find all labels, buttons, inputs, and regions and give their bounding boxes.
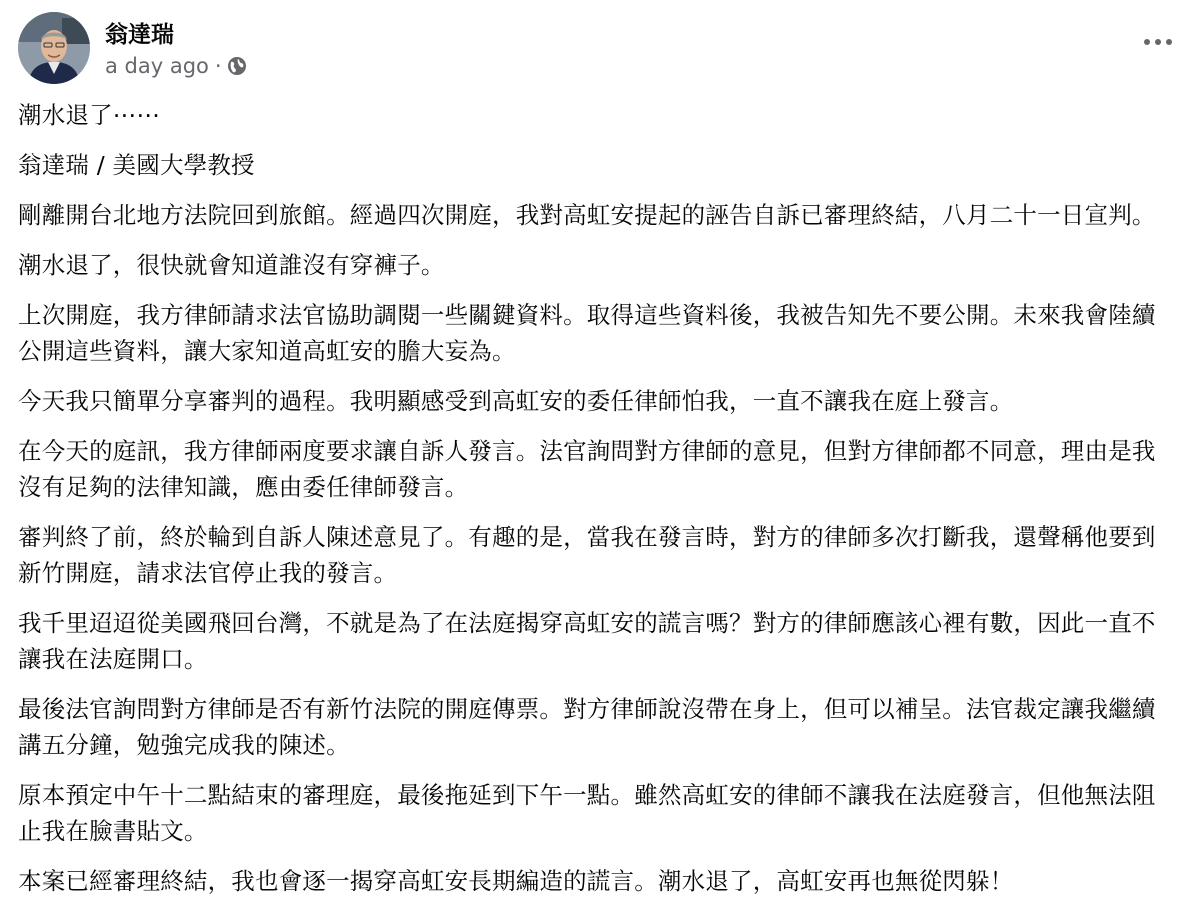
post-timestamp[interactable]: a day ago: [105, 54, 209, 78]
post-paragraph: 我千里迢迢從美國飛回台灣，不就是為了在法庭揭穿高虹安的謊言嗎？對方的律師應該心裡有數，因此一直不讓我在法庭開口。: [18, 609, 1156, 673]
post-paragraph: 上次開庭，我方律師請求法官協助調閱一些關鍵資料。取得這些資料後，我被告知先不要公開。未來我會陸續公開這些資料，讓大家知道高虹安的膽大妄為。: [18, 301, 1156, 365]
post-paragraph: 潮水退了⋯⋯: [18, 101, 161, 129]
post-meta: [105, 54, 247, 78]
avatar[interactable]: [18, 12, 90, 84]
more-horizontal-icon: [1144, 39, 1172, 45]
post-paragraph: 翁達瑞 / 美國大學教授: [18, 151, 255, 179]
author-name[interactable]: 翁達瑞: [105, 22, 174, 48]
post-paragraph: 本案已經審理終結，我也會逐一揭穿高虹安長期編造的謊言。潮水退了，高虹安再也無從閃躲！: [18, 867, 1014, 895]
post-paragraph: 潮水退了，很快就會知道誰沒有穿褲子。: [18, 251, 445, 279]
post-paragraph: 審判終了前，終於輪到自訴人陳述意見了。有趣的是，當我在發言時，對方的律師多次打斷我，還聲稱他要到新竹開庭，請求法官停止我的發言。: [18, 523, 1156, 587]
post-body: [18, 97, 1178, 913]
post-paragraph: 剛離開台北地方法院回到旅館。經過四次開庭，我對高虹安提起的誣告自訴已審理終結，八月二十一日宣判。: [18, 201, 1156, 229]
globe-icon[interactable]: [227, 56, 247, 76]
post-paragraph: 原本預定中午十二點結束的審理庭，最後拖延到下午一點。雖然高虹安的律師不讓我在法庭發言，但他無法阻止我在臉書貼文。: [18, 781, 1156, 845]
more-options-button[interactable]: [1138, 28, 1178, 56]
post-paragraph: 最後法官詢問對方律師是否有新竹法院的開庭傳票。對方律師說沒帶在身上，但可以補呈。法官裁定讓我繼續講五分鐘，勉強完成我的陳述。: [18, 695, 1156, 759]
post-paragraph: 在今天的庭訊，我方律師兩度要求讓自訴人發言。法官詢問對方律師的意見，但對方律師都不同意，理由是我沒有足夠的法律知識，應由委任律師發言。: [18, 437, 1156, 501]
meta-separator: ·: [214, 54, 222, 78]
post-paragraph: 今天我只簡單分享審判的過程。我明顯感受到高虹安的委任律師怕我，一直不讓我在庭上發言。: [18, 387, 1014, 415]
post-header: [18, 12, 1182, 84]
avatar-image: [18, 12, 90, 84]
